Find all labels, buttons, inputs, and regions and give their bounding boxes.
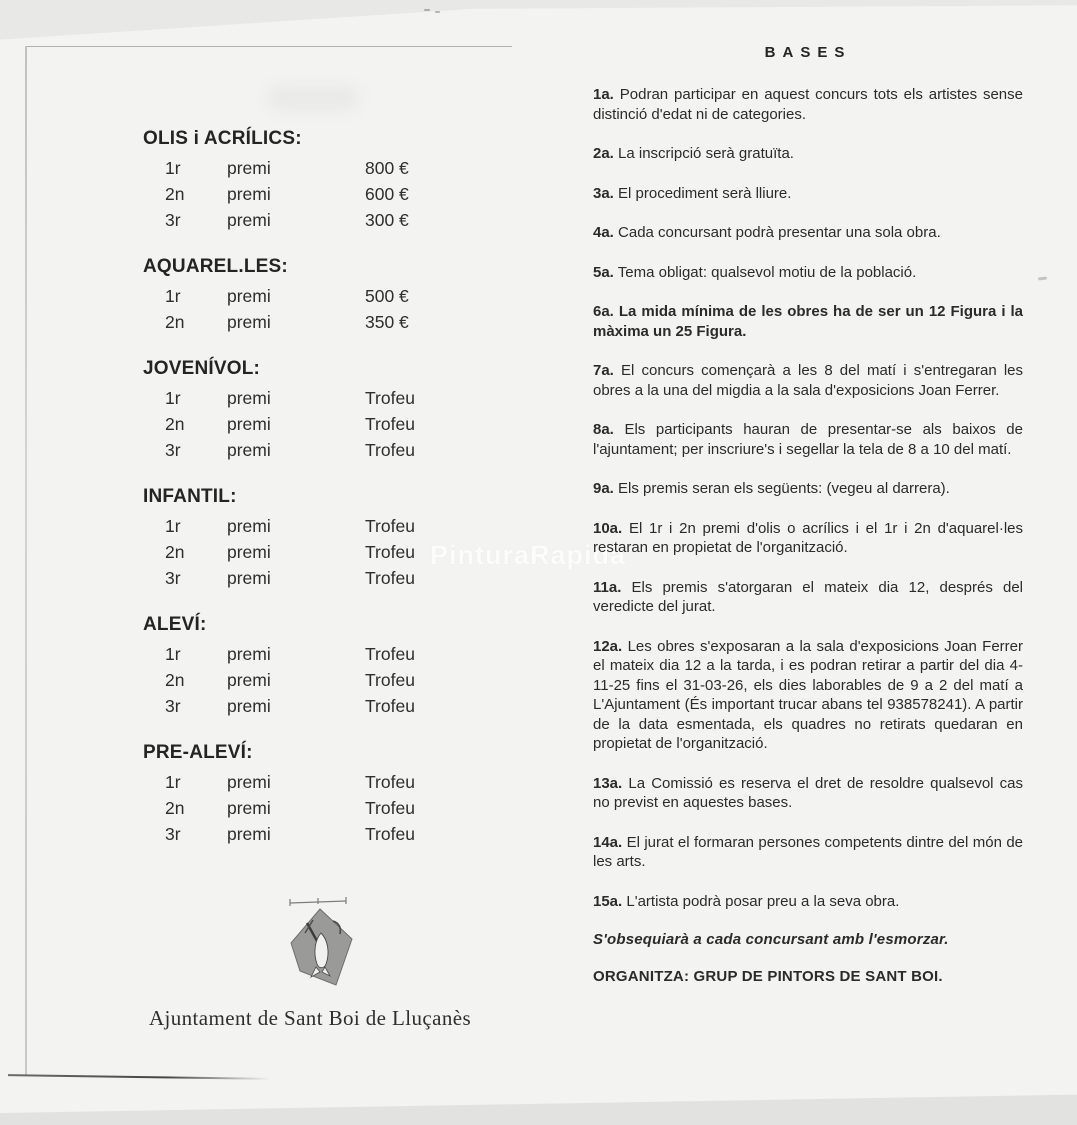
prize-rank: 1r [165,516,181,536]
prize-row [143,667,477,693]
prize-row [143,437,477,463]
prize-row [143,769,477,795]
rule-4a [593,223,1023,243]
prize-rank: 2n [165,312,185,332]
prize-row [143,693,477,719]
rule-text: Cada concursant podrà presentar una sola obra. [618,224,941,241]
prize-section-alevi [143,614,477,719]
rule-12a [593,637,1023,754]
scan-edge-bottom [0,1085,1077,1125]
prize-label: premi [227,542,271,562]
section-title: ALEVÍ: [143,614,207,635]
section-title: JOVENÍVOL: [143,358,261,379]
prize-label: premi [227,210,271,230]
organizer-line: ORGANITZA: GRUP DE PINTORS DE SANT BOI. [593,968,943,985]
rule-2a [593,144,1023,164]
prize-list-column [143,128,477,1031]
prize-value: 600 € [365,184,409,204]
rule-number: 10a. [593,519,623,537]
prize-row [143,565,477,591]
prize-label: premi [227,184,271,204]
prize-label: premi [227,670,271,690]
rule-number: 6a. [593,303,614,320]
prize-rank: 1r [165,644,181,664]
section-title: PRE-ALEVÍ: [143,742,253,763]
prize-row [143,513,477,539]
prize-value: Trofeu [365,644,415,664]
prize-label: premi [227,798,271,818]
rule-6a [593,302,1023,341]
prize-row [143,181,477,207]
rule-9a [593,479,1023,499]
rule-number: 11a. [593,578,622,596]
prize-label: premi [227,388,271,408]
prize-rank: 1r [165,158,181,178]
prize-label: premi [227,772,271,792]
rule-text: Les obres s'exposaran a la sala d'exposicions Joan Ferrer el mateix dia 12 a la tarda, i es podran retirar a partir del dia 4-11-25 fins el 31-03-26, els dies laborables de 9 a 2 del matí a L'Ajuntament (És important trucar abans tel 938578241). A partir de la data esmentada, els quadres no retirats quedaran en propietat de l'organització. [593,637,1023,752]
prize-row [143,411,477,437]
prize-section-olis [143,128,477,233]
rule-1a [593,85,1023,124]
prize-value: Trofeu [365,568,415,588]
rule-text: Els participants hauran de presentar-se als baixos de l'ajuntament; per inscriure's i segellar la tela de 8 a 10 del matí. [593,421,1023,458]
scan-speck-top-a [424,9,430,11]
prize-value: Trofeu [365,772,415,792]
rule-8a [593,420,1023,459]
prize-row [143,539,477,565]
prize-row [143,821,477,847]
rule-14a [593,833,1023,872]
prize-row [143,309,477,335]
municipality-name: Ajuntament de Sant Boi de Lluçanès [148,1006,472,1030]
rule-text: Tema obligat: qualsevol motiu de la població. [617,263,917,281]
rule-3a [593,184,1023,204]
rule-text: La mida mínima de les obres ha de ser un 12 Figura i la màxima un 25 Figura. [593,303,1024,340]
prize-value: Trofeu [365,670,415,690]
section-title: AQUAREL.LES: [143,256,288,277]
prize-section-infantil [143,486,477,591]
prize-row [143,283,477,309]
rule-15a [593,892,1023,912]
rule-7a [593,361,1023,400]
prize-rank: 3r [165,824,181,844]
rule-number: 7a. [593,362,614,379]
scan-smudge [268,86,358,110]
rules-column [593,44,1023,1000]
prize-value: 500 € [365,286,409,306]
rule-text: El jurat el formaran persones competents dintre del món de les arts. [593,833,1024,870]
prize-rank: 3r [165,568,181,588]
rule-number: 2a. [593,145,614,162]
prize-rank: 1r [165,388,181,408]
prize-section-pre-alevi [143,742,477,847]
rule-number: 3a. [593,184,614,202]
prize-row [143,155,477,181]
prize-rank: 2n [165,184,185,204]
prize-value: Trofeu [365,798,415,818]
prize-value: Trofeu [365,388,415,408]
prize-rank: 3r [165,440,181,460]
breakfast-note: S'obsequiarà a cada concursant amb l'esmorzar. [593,931,949,948]
prize-rank: 2n [165,798,185,818]
prize-label: premi [227,158,271,178]
rule-text: Els premis seran els següents: (vegeu al darrera). [618,480,950,497]
prize-rank: 1r [165,772,181,792]
rule-number: 4a. [593,224,614,241]
prize-rank: 3r [165,696,181,716]
prize-label: premi [227,286,271,306]
rule-10a [593,519,1023,558]
rule-text: El procediment serà lliure. [618,184,792,202]
scan-line-bottom [8,1074,270,1080]
rules-title: BASES [764,44,852,61]
prize-label: premi [227,568,271,588]
prize-label: premi [227,312,271,332]
prize-rank: 2n [165,542,185,562]
prize-value: 300 € [365,210,409,230]
prize-value: 350 € [365,312,409,332]
rule-text: Podran participar en aquest concurs tots els artistes sense distinció d'edat ni de categories. [593,86,1023,123]
rule-text: El 1r i 2n premi d'olis o acrílics i el 1r i 2n d'aquarel·les restaran en propietat de l'organització. [593,519,1023,556]
rule-number: 13a. [593,774,623,792]
prize-value: Trofeu [365,696,415,716]
prize-value: Trofeu [365,542,415,562]
rule-text: L'artista podrà posar preu a la seva obra. [626,892,900,910]
prize-value: Trofeu [365,516,415,536]
prize-row [143,641,477,667]
prize-value: Trofeu [365,440,415,460]
prize-label: premi [227,414,271,434]
rule-number: 12a. [593,637,623,655]
prize-section-aquarelles [143,256,477,335]
watermark-text: PinturaRapida [430,540,627,570]
prize-value: 800 € [365,158,409,178]
prize-value: Trofeu [365,414,415,434]
rule-number: 8a. [593,421,614,438]
rule-text: El concurs començarà a les 8 del matí i s'entregaran les obres a la una del migdia a la sala d'exposicions Joan Ferrer. [593,362,1023,399]
rule-number: 15a. [593,892,623,910]
coat-of-arms-icon [278,893,358,989]
section-title: INFANTIL: [143,486,237,507]
rule-text: Els premis s'atorgaran el mateix dia 12, després del veredicte del jurat. [593,578,1023,615]
section-title: OLIS i ACRÍLICS: [143,128,302,149]
prize-rank: 2n [165,414,185,434]
rule-13a [593,774,1023,813]
prize-row [143,795,477,821]
prize-row [143,207,477,233]
rule-number: 14a. [593,833,623,851]
prize-rank: 2n [165,670,185,690]
rule-11a [593,578,1023,617]
prize-label: premi [227,440,271,460]
prize-label: premi [227,696,271,716]
prize-row [143,385,477,411]
prize-label: premi [227,644,271,664]
prize-rank: 1r [165,286,181,306]
rule-text: La Comissió es reserva el dret de resoldre qualsevol cas no previst en aquestes bases. [593,774,1023,811]
scan-fold-line-vertical [25,46,27,1076]
scan-edge-top [0,0,1077,44]
rule-number: 1a. [593,86,614,103]
prize-label: premi [227,516,271,536]
rule-number: 5a. [593,263,614,281]
rule-5a [593,263,1023,283]
scan-line-horizontal [25,46,512,47]
logo-container [143,893,477,994]
scan-speck-top-b [435,11,440,13]
prize-label: premi [227,824,271,844]
prize-section-jovenivol [143,358,477,463]
rule-text: La inscripció serà gratuïta. [618,145,794,162]
prize-value: Trofeu [365,824,415,844]
scan-speck-right [1038,276,1047,280]
rule-number: 9a. [593,480,614,497]
prize-rank: 3r [165,210,181,230]
